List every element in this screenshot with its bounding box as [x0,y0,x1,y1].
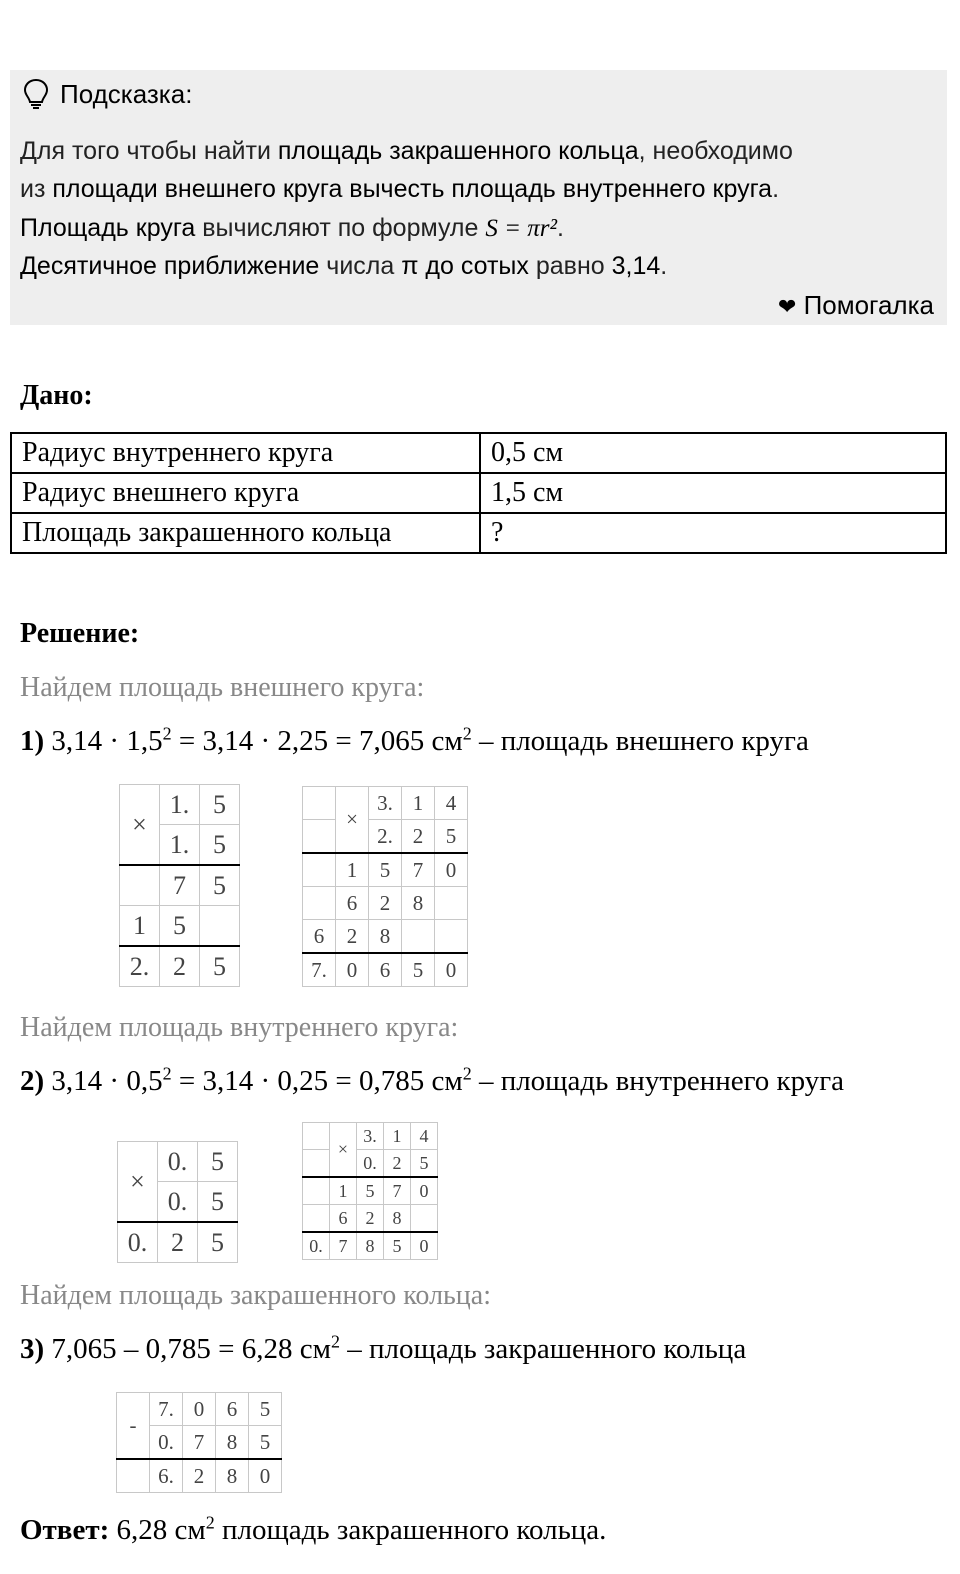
calc-cell: 0 [336,953,369,987]
calc-cell [303,853,336,887]
note-ring: Найдем площадь закрашенного кольца: [20,1280,491,1311]
calc-cell: 3. [369,787,402,820]
answer: Ответ: 6,28 $см^2$ площадь закрашенного кольца. [20,1512,607,1546]
step-1: 1) $3,14 \cdot 1,5^2 = 3,14 \cdot 2,25 = 7,065$ $см^2$ – площадь внешнего круга [20,723,809,757]
calc-cell: 5 [200,825,240,866]
calc-cell: 1 [336,853,369,887]
step-2: 2) $3,14 \cdot 0,5^2 = 3,14 \cdot 0,25 = 0,785$ $см^2$ – площадь внутреннего круга [20,1063,845,1097]
calc-cell: 7 [402,853,435,887]
calc-cell [303,787,336,820]
hint-title: Подсказка: [60,79,193,109]
calc-cell: 8 [216,1459,249,1493]
calc-cell: 0. [150,1426,183,1460]
calc-cell [200,906,240,947]
calc-cell [303,1150,330,1178]
calc-cell [120,865,160,906]
calc-cell: 6 [369,953,402,987]
calc-cell: 7. [150,1393,183,1426]
calc-cell: 0. [303,1232,330,1260]
calc-cell: 5 [357,1177,384,1205]
calc-cell: 7 [330,1232,357,1260]
calc-cell: 0. [357,1150,384,1178]
hint-line-1: Для того чтобы найти площадь закрашенного кольца, необходимо [20,137,793,165]
calc-cell: 1 [402,787,435,820]
calc-cell: 5 [249,1393,282,1426]
calc-grid-3 [117,1141,238,1263]
calc-cell: 4 [435,787,468,820]
calc-cell: 0. [118,1222,158,1263]
calc-cell: 5 [198,1222,238,1263]
calc-cell: 6. [150,1459,183,1493]
calc-cell: 5 [384,1232,411,1260]
calc-cell: 1. [160,785,200,825]
calc-cell [303,1177,330,1205]
calc-cell [402,920,435,954]
calc-cell: × [336,787,369,854]
calc-cell: 1 [384,1123,411,1150]
calc-cell: 7 [384,1177,411,1205]
calc-cell [411,1205,438,1233]
calc-cell: 2 [369,887,402,920]
calc-cell: × [120,785,160,866]
calc-cell: × [330,1123,357,1178]
calc-cell: 1. [160,825,200,866]
calc-cell: 1 [330,1177,357,1205]
calc-cell [117,1459,150,1493]
note-outer-circle: Найдем площадь внешнего круга: [20,672,425,703]
calc-cell: 8 [216,1426,249,1460]
hint-footer[interactable] [778,290,934,321]
calc-cell: × [118,1142,158,1223]
calc-cell: 8 [357,1232,384,1260]
calc-cell: 0 [435,953,468,987]
calc-cell: 5 [249,1426,282,1460]
calc-cell: 2 [384,1150,411,1178]
calc-cell: 2 [357,1205,384,1233]
calc-cell [303,1123,330,1150]
calc-cell: 5 [369,853,402,887]
hint-line-3: Площадь круга вычисляют по формуле S = πr². [20,214,564,242]
calc-cell: 5 [200,865,240,906]
calc-cell: 4 [411,1123,438,1150]
calc-cell: 0. [158,1142,198,1182]
calc-grid-5 [116,1392,282,1493]
calc-cell: 2 [160,946,200,987]
calc-grid-4 [302,1122,438,1260]
calc-cell: 2 [402,820,435,854]
calc-cell: 8 [369,920,402,954]
calc-cell: 8 [402,887,435,920]
calc-cell: 5 [198,1142,238,1182]
calc-cell: 2 [183,1459,216,1493]
calc-cell: 5 [200,785,240,825]
calc-cell [435,887,468,920]
calc-cell: 1 [120,906,160,947]
calc-cell: 5 [435,820,468,854]
calc-cell: 7 [183,1426,216,1460]
calc-cell: 7. [303,953,336,987]
calc-cell: 2. [369,820,402,854]
calc-cell: 0 [435,853,468,887]
calc-cell: 8 [384,1205,411,1233]
note-inner-circle: Найдем площадь внутреннего круга: [20,1012,459,1043]
calc-cell: 2. [120,946,160,987]
calc-cell [303,1205,330,1233]
calc-cell: 6 [216,1393,249,1426]
calc-cell: 0 [411,1232,438,1260]
solution-heading: Решение: [20,618,140,649]
calc-cell: 5 [198,1182,238,1223]
calc-cell: 6 [336,887,369,920]
calc-cell: 5 [200,946,240,987]
hint-line-4: Десятичное приближение числа π до сотых равно 3,14. [20,252,668,280]
hint-line-2: из площади внешнего круга вычесть площадь внутреннего круга. [20,175,780,203]
heart-icon: ❤ [777,294,797,319]
calc-cell: - [117,1393,150,1460]
calc-cell: 5 [402,953,435,987]
calc-cell: 5 [160,906,200,947]
calc-grid-1 [119,784,240,987]
table-row: Радиус внутреннего круга 0,5 см [11,433,946,473]
calc-cell: 6 [303,920,336,954]
calc-cell [303,887,336,920]
calc-cell: 0 [183,1393,216,1426]
helper-link[interactable]: Помогалка [803,290,934,320]
calc-cell: 5 [411,1150,438,1178]
calc-cell [435,920,468,954]
calc-cell: 2 [336,920,369,954]
calc-cell: 2 [158,1222,198,1263]
calc-cell: 0 [411,1177,438,1205]
given-table [10,432,947,554]
step-3: 3) 7,065 – 0,785 = 6,28 $см^2$ – площадь закрашенного кольца [20,1331,747,1365]
calc-cell: 6 [330,1205,357,1233]
table-row: Радиус внешнего круга 1,5 см [11,473,946,513]
calc-cell: 7 [160,865,200,906]
calc-grid-2 [302,786,468,987]
calc-cell: 0. [158,1182,198,1223]
calc-cell: 3. [357,1123,384,1150]
calc-cell: 0 [249,1459,282,1493]
given-heading: Дано: [20,380,93,411]
calc-cell [303,820,336,854]
table-row: Площадь закрашенного кольца ? [11,513,946,553]
